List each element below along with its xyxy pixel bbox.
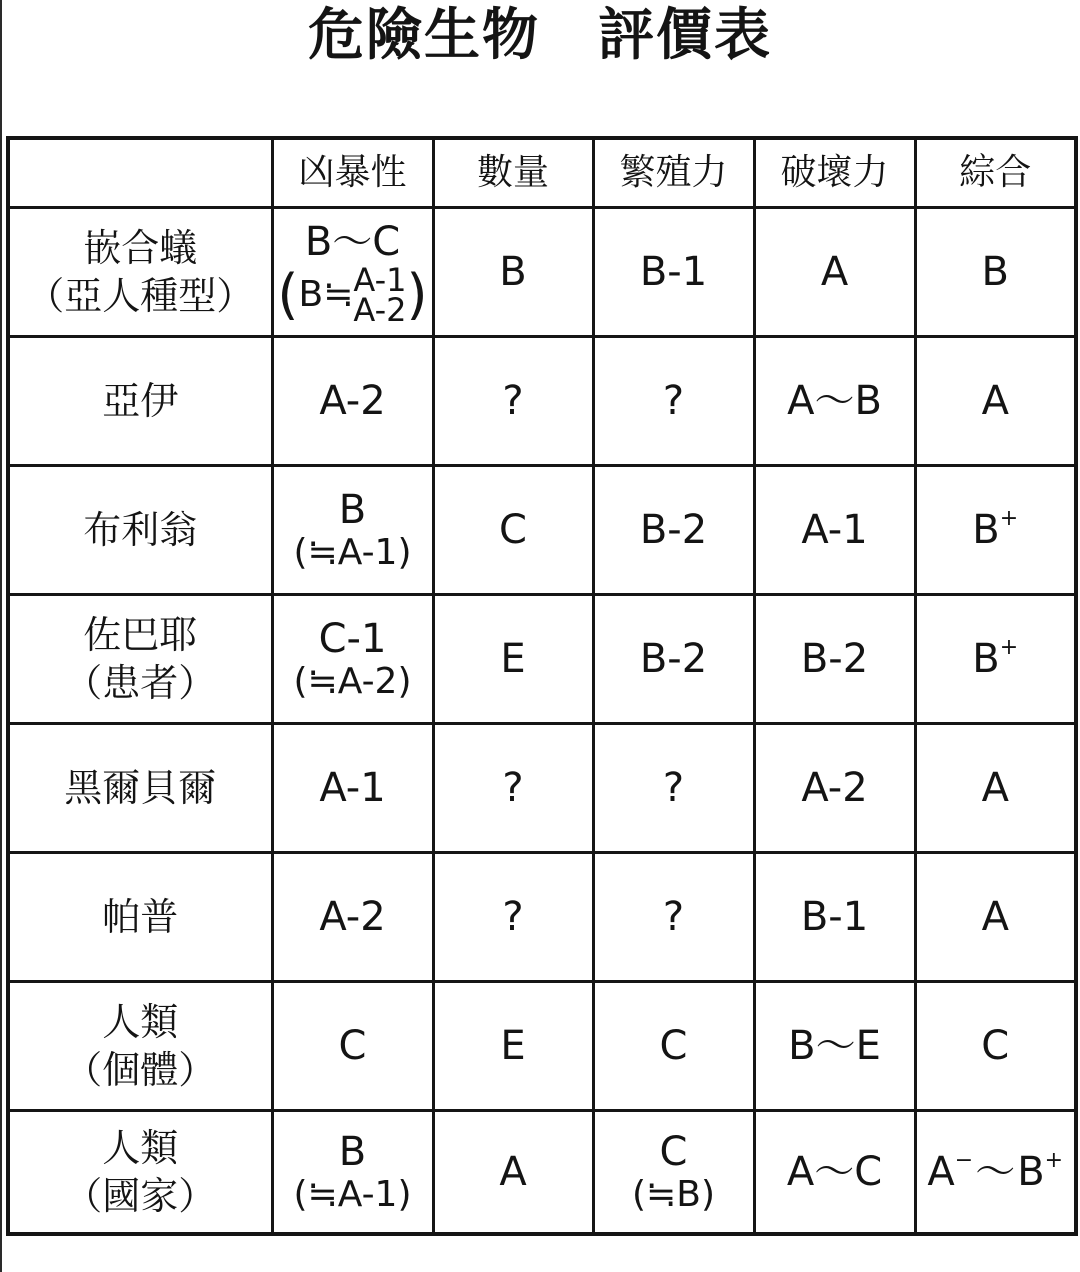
overall-plus-mark: + xyxy=(1044,1148,1064,1173)
evaluation-table xyxy=(6,136,1078,1236)
overall-cell xyxy=(915,595,1076,724)
row-name-sub: （患者） xyxy=(64,661,217,705)
row-name-cell xyxy=(8,724,272,853)
overall-cell xyxy=(915,337,1076,466)
ferocity-value: A-1 xyxy=(319,765,386,811)
overall-grade-range xyxy=(927,1149,1063,1195)
overall-plus-mark: + xyxy=(999,635,1019,660)
destruction-value: B〜E xyxy=(788,1023,881,1069)
fertility-cell xyxy=(593,1111,754,1235)
note-close-paren: ) xyxy=(406,263,428,326)
row-name: 亞伊 xyxy=(102,379,179,423)
overall-value: C xyxy=(981,1023,1010,1069)
quantity-value: ? xyxy=(502,765,524,811)
fertility-cell xyxy=(593,724,754,853)
fertility-cell xyxy=(593,466,754,595)
ferocity-cell xyxy=(272,982,433,1111)
quantity-value: ? xyxy=(502,378,524,424)
overall-plus-mark: + xyxy=(999,506,1019,531)
destruction-value: A-1 xyxy=(801,507,868,553)
quantity-value: B xyxy=(499,249,527,295)
row-name: 帕普 xyxy=(102,895,179,939)
row-name: 佐巴耶 xyxy=(83,613,198,657)
destruction-value: B-2 xyxy=(800,636,869,682)
table-row xyxy=(8,1111,1076,1235)
overall-value: B xyxy=(981,249,1009,295)
note-upper: A-1 xyxy=(353,261,407,299)
destruction-value: B-1 xyxy=(800,894,869,940)
fertility-cell xyxy=(593,208,754,337)
row-name: 人類 xyxy=(102,1126,179,1170)
header-ferocity: 凶暴性 xyxy=(272,138,433,208)
destruction-cell xyxy=(754,466,915,595)
overall-to-value: B xyxy=(1017,1149,1045,1195)
fertility-value: C xyxy=(659,1023,688,1069)
row-name-cell xyxy=(8,595,272,724)
fertility-value: C xyxy=(659,1129,688,1175)
quantity-cell xyxy=(433,724,593,853)
note-prefix: B≒ xyxy=(298,274,354,315)
ferocity-cell xyxy=(272,853,433,982)
destruction-value: A〜C xyxy=(786,1149,883,1195)
overall-grade xyxy=(972,507,1018,553)
header-quantity: 數量 xyxy=(433,138,593,208)
fertility-cell xyxy=(593,595,754,724)
fertility-value: ? xyxy=(662,378,685,424)
note-lower: A-2 xyxy=(353,291,407,329)
table-row xyxy=(8,595,1076,724)
row-name-cell xyxy=(8,466,272,595)
row-name: 嵌合蟻 xyxy=(83,226,198,270)
destruction-value: A xyxy=(820,249,849,295)
quantity-cell xyxy=(433,337,593,466)
destruction-value: A-2 xyxy=(801,765,868,811)
destruction-cell xyxy=(754,208,915,337)
quantity-cell xyxy=(433,1111,593,1235)
table-row xyxy=(8,466,1076,595)
row-name: 黑爾貝爾 xyxy=(64,766,217,810)
ferocity-note: (≒A-1) xyxy=(293,532,412,573)
overall-cell xyxy=(915,724,1076,853)
overall-cell xyxy=(915,466,1076,595)
destruction-cell xyxy=(754,595,915,724)
quantity-value: E xyxy=(500,636,526,682)
fertility-cell xyxy=(593,853,754,982)
ferocity-note xyxy=(277,261,428,329)
row-name-cell xyxy=(8,337,272,466)
header-row xyxy=(8,138,1076,208)
ferocity-note: (≒A-2) xyxy=(293,661,412,702)
page-title: 危險生物 評價表 xyxy=(308,3,772,68)
overall-cell xyxy=(915,853,1076,982)
quantity-cell xyxy=(433,982,593,1111)
row-name-cell xyxy=(8,1111,272,1235)
row-name-sub: （亞人種型） xyxy=(26,274,255,318)
destruction-cell xyxy=(754,853,915,982)
ferocity-cell xyxy=(272,466,433,595)
overall-cell xyxy=(915,1111,1076,1235)
overall-from-value: A xyxy=(927,1149,955,1195)
table-row xyxy=(8,337,1076,466)
ferocity-value: A-2 xyxy=(319,894,386,940)
overall-value: B xyxy=(972,507,1000,553)
table-row xyxy=(8,982,1076,1111)
fertility-value: B-2 xyxy=(639,636,708,682)
quantity-cell xyxy=(433,466,593,595)
fertility-note: (≒B) xyxy=(632,1174,715,1215)
header-overall: 綜合 xyxy=(915,138,1076,208)
quantity-cell xyxy=(433,595,593,724)
ferocity-cell xyxy=(272,208,433,337)
ferocity-note: (≒A-1) xyxy=(293,1174,412,1215)
quantity-value: E xyxy=(500,1023,526,1069)
quantity-value: ? xyxy=(502,894,524,940)
overall-value: B xyxy=(972,636,1000,682)
row-name-cell xyxy=(8,982,272,1111)
ferocity-value: B xyxy=(338,1129,367,1175)
overall-value: A xyxy=(981,894,1009,940)
ferocity-value: B〜C xyxy=(304,219,401,265)
header-blank xyxy=(8,138,272,208)
overall-minus-mark: − xyxy=(954,1148,974,1173)
ferocity-cell xyxy=(272,1111,433,1235)
note-open-paren: ( xyxy=(277,263,299,326)
quantity-cell xyxy=(433,853,593,982)
ferocity-value: B xyxy=(338,487,367,533)
quantity-cell xyxy=(433,208,593,337)
overall-grade xyxy=(972,636,1018,682)
overall-cell xyxy=(915,208,1076,337)
ferocity-value: C-1 xyxy=(318,616,387,662)
ferocity-value: A-2 xyxy=(319,378,386,424)
quantity-value: A xyxy=(499,1149,527,1195)
destruction-cell xyxy=(754,982,915,1111)
row-name-sub: （個體） xyxy=(64,1048,217,1092)
fertility-value: B-2 xyxy=(639,507,708,553)
fertility-value: ? xyxy=(662,894,685,940)
destruction-cell xyxy=(754,337,915,466)
table-row xyxy=(8,724,1076,853)
ferocity-value: C xyxy=(338,1023,367,1069)
overall-cell xyxy=(915,982,1076,1111)
destruction-value: A〜B xyxy=(787,378,882,424)
fertility-value: B-1 xyxy=(639,249,708,295)
ferocity-cell xyxy=(272,724,433,853)
fertility-value: ? xyxy=(662,765,685,811)
ferocity-cell xyxy=(272,595,433,724)
header-destruction: 破壞力 xyxy=(754,138,915,208)
destruction-cell xyxy=(754,1111,915,1235)
row-name-cell xyxy=(8,208,272,337)
header-fertility: 繁殖力 xyxy=(593,138,754,208)
row-name: 人類 xyxy=(102,1000,179,1044)
fertility-cell xyxy=(593,982,754,1111)
overall-value: A xyxy=(981,378,1009,424)
fertility-cell xyxy=(593,337,754,466)
row-name: 布利翁 xyxy=(83,508,198,552)
overall-range-separator: 〜 xyxy=(975,1149,1016,1195)
row-name-cell xyxy=(8,853,272,982)
ferocity-cell xyxy=(272,337,433,466)
quantity-value: C xyxy=(499,507,527,553)
row-name-sub: （國家） xyxy=(64,1174,217,1218)
overall-value: A xyxy=(981,765,1009,811)
destruction-cell xyxy=(754,724,915,853)
table-row xyxy=(8,208,1076,337)
table-row xyxy=(8,853,1076,982)
